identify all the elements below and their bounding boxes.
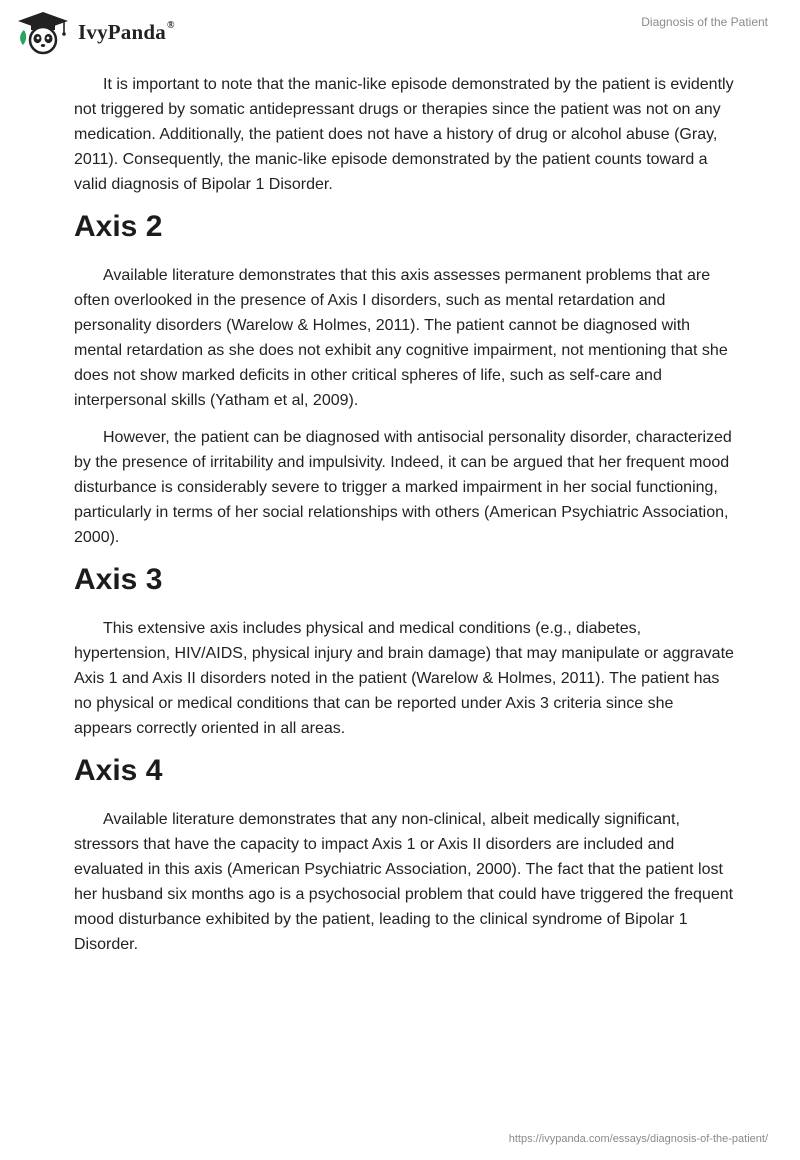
heading-axis-2: Axis 2 <box>74 210 163 243</box>
document-title: Diagnosis of the Patient <box>641 15 768 29</box>
brand-name: IvyPanda® <box>78 19 175 44</box>
panda-graduate-icon <box>14 8 72 56</box>
axis-2-paragraph-1: Available literature demonstrates that this axis assesses permanent problems that are often overlooked in the presence of Axis I disorders, such as mental retardation and personality disorders (Warelow & Holmes, 2011). The patient cannot be diagnosed with mental retardation as she does not exhibit any cognitive impairment, not mentioning that she does not show marked deficits in other critical spheres of life, such as self-care and interpersonal skills (Yatham et al, 2009). <box>74 267 728 409</box>
intro-paragraph: It is important to note that the manic-like episode demonstrated by the patient is evidently not triggered by somatic antidepressant drugs or therapies since the patient was not on any medication. Additionally, the patient does not have a history of drug or alcohol abuse (Gray, 2011). Consequently, the manic-like episode demonstrated by the patient counts toward a valid diagnosis of Bipolar 1 Disorder. <box>74 76 734 193</box>
page-header <box>0 0 800 64</box>
essay-content <box>74 72 734 969</box>
source-url-link[interactable]: https://ivypanda.com/essays/diagnosis-of-the-patient/ <box>508 1133 768 1145</box>
heading-axis-3: Axis 3 <box>74 563 163 596</box>
axis-3-paragraph-1: This extensive axis includes physical and medical conditions (e.g., diabetes, hypertension, HIV/AIDS, physical injury and brain damage) that may manipulate or aggravate Axis 1 and Axis II disorders noted in the patient (Warelow & Holmes, 2011). The patient has no physical or medical conditions that can be reported under Axis 3 criteria since she appears correctly oriented in all areas. <box>74 620 734 737</box>
ivypanda-logo[interactable] <box>14 8 175 56</box>
heading-axis-4: Axis 4 <box>74 754 163 787</box>
axis-4-paragraph-1: Available literature demonstrates that any non-clinical, albeit medically significant, stressors that have the capacity to impact Axis 1 or Axis II disorders are included and evaluated in this axis (American Psychiatric Association, 2000). The fact that the patient lost her husband six months ago is a psychosocial problem that could have triggered the frequent mood disturbance exhibited by the patient, leading to the clinical syndrome of Bipolar 1 Disorder. <box>74 811 734 953</box>
axis-2-paragraph-2: However, the patient can be diagnosed with antisocial personality disorder, characterized by the presence of irritability and impulsivity. Indeed, it can be argued that her frequent mood disturbance is considerably severe to trigger a marked impairment in her social functioning, particularly in terms of her social relationships with others (American Psychiatric Association, 2000). <box>74 429 732 546</box>
